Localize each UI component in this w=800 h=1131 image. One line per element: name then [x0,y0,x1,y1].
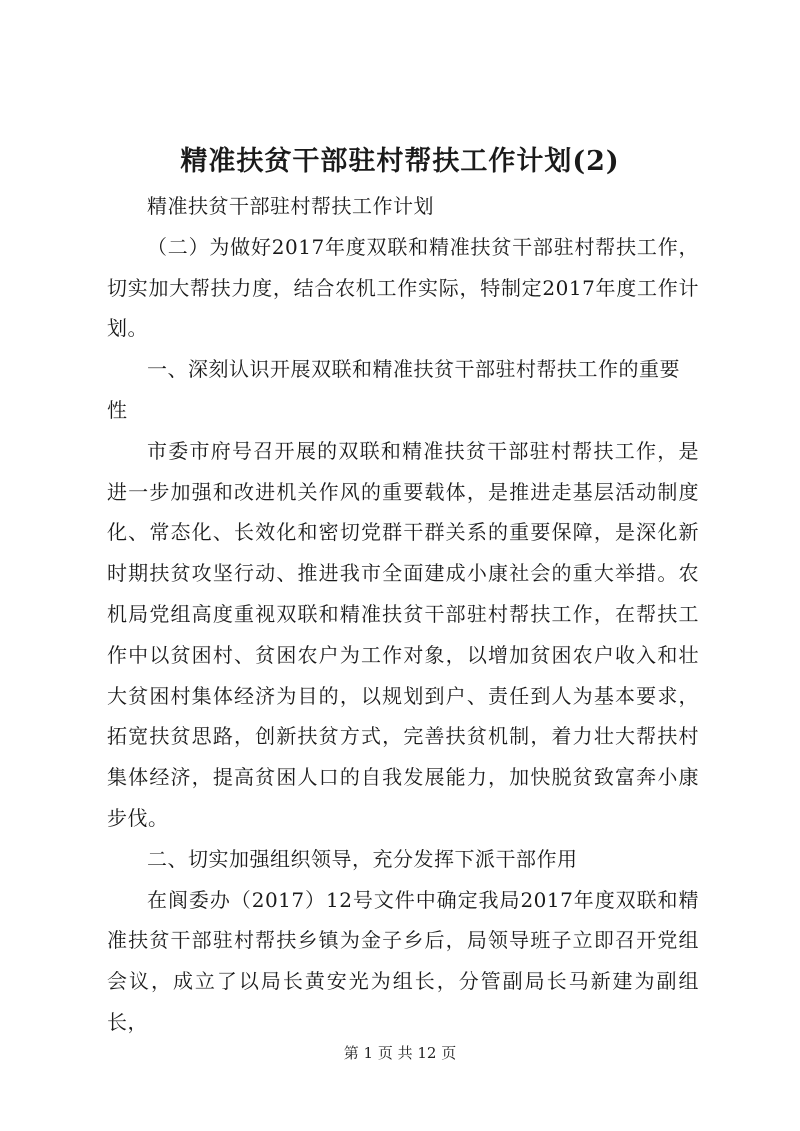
section-heading-2: 二、切实加强组织领导，充分发挥下派干部作用 [147,846,578,871]
section-heading-1: 一、深刻认识开展双联和精准扶贫干部驻村帮扶工作的重要性 [107,357,680,422]
subtitle-paragraph: 精准扶贫干部驻村帮扶工作计划 [147,194,434,218]
section-2-paragraph: 在阆委办（2017）12号文件中确定我局2017年度双联和精准扶贫干部驻村帮扶乡镇为金子乡后，局领导班子立即召开党组会议，成立了以局长黄安光为组长，分管副局长马新建为副组长， [107,887,699,1034]
section-1-paragraph: 市委市府号召开展的双联和精准扶贫干部驻村帮扶工作，是进一步加强和改进机关作风的重要载体，是推进走基层活动制度化、常态化、长效化和密切党群干群关系的重要保障，是深化新时期扶贫攻坚行动、推进我市全面建成小康社会的重大举措。农机局党组高度重视双联和精准扶贫干部驻村帮扶工作，在帮扶工作中以贫困村、贫困农户为工作对象，以增加贫困农户收入和壮大贫困村集体经济为目的，以规划到户、责任到人为基本要求，拓宽扶贫思路，创新扶贫方式，完善扶贫机制，着力壮大帮扶村集体经济，提高贫困人口的自我发展能力，加快脱贫致富奔小康步伐。 [107,438,699,830]
page-number-footer: 第 1 页 共 12 页 [343,1044,457,1062]
document-body [107,186,699,1043]
intro-paragraph: （二）为做好2017年度双联和精准扶贫干部驻村帮扶工作，切实加大帮扶力度，结合农机工作实际，特制定2017年度工作计划。 [107,234,699,341]
document-title: 精准扶贫干部驻村帮扶工作计划(2) [180,146,620,177]
